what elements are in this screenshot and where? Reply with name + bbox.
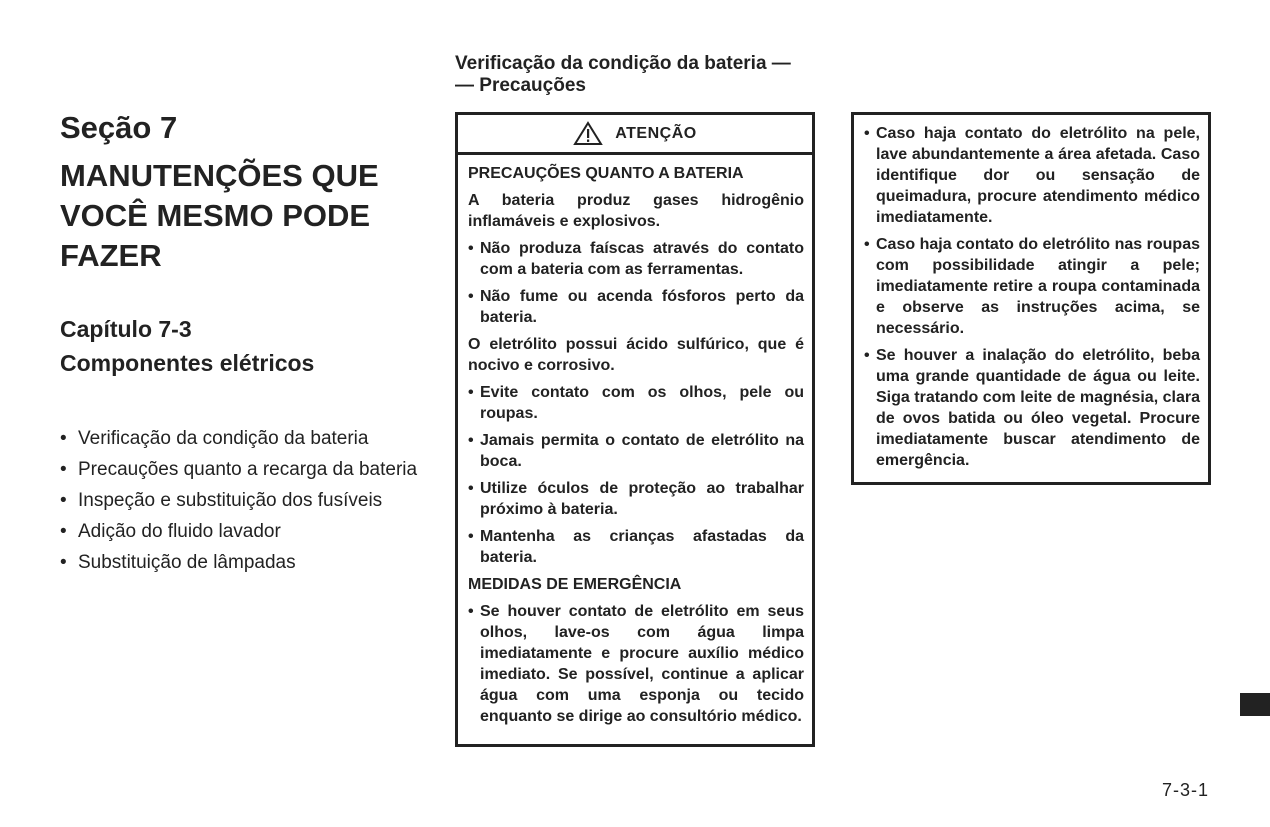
- bullet-icon: •: [60, 552, 67, 573]
- list-item: • Se houver a inalação do eletrólito, beba uma grande quantidade de água ou leite. Siga tratando com leite de magnésia, clara de ovos batida ou óleo vegetal. Procure imediatamente buscar atendimento de emergência.: [864, 347, 1200, 469]
- toc-item: • Substituição de lâmpadas: [60, 552, 296, 573]
- warning-triangle-icon: [573, 121, 603, 146]
- bullet-icon: •: [468, 432, 474, 449]
- toc-item: • Precauções quanto a recarga da bateria: [60, 459, 418, 480]
- bullet-icon: •: [60, 521, 67, 542]
- warning-body: [458, 155, 812, 727]
- subsection-title: Verificação da condição da bateria — — Precauções: [455, 53, 791, 96]
- warning-label: ATENÇÃO: [615, 124, 697, 142]
- warning-continuation-box: [851, 112, 1211, 485]
- page-number: 7-3-1: [1162, 780, 1210, 800]
- bullet-icon: •: [468, 384, 474, 401]
- section-heading-line: MANUTENÇÕES QUE: [60, 158, 379, 193]
- list-item: • Utilize óculos de proteção ao trabalhar próximo à bateria.: [468, 480, 804, 518]
- bullet-icon: •: [864, 125, 870, 142]
- paragraph: O eletrólito possui ácido sulfúrico, que é nocivo e corrosivo.: [468, 336, 804, 374]
- warning-continuation-body: [854, 115, 1208, 471]
- toc-item: • Adição do fluido lavador: [60, 521, 281, 542]
- chapter-title: Capítulo 7-3: [60, 316, 192, 342]
- bullet-icon: •: [864, 347, 870, 364]
- warning-box: [455, 112, 815, 747]
- section-tab-marker: [1240, 693, 1270, 716]
- toc-item: • Verificação da condição da bateria: [60, 428, 369, 449]
- list-item: • Evite contato com os olhos, pele ou roupas.: [468, 384, 804, 422]
- list-item: • Jamais permita o contato de eletrólito na boca.: [468, 432, 804, 470]
- list-item: • Mantenha as crianças afastadas da bateria.: [468, 528, 804, 566]
- bullet-icon: •: [468, 480, 474, 497]
- list-item: • Se houver contato de eletrólito em seus olhos, lave-os com água limpa imediatamente e procure auxílio médico imediato. Se possível, continue a aplicar água com uma esponja ou tecido enquanto se dirige ao consultório médico.: [468, 603, 804, 725]
- table-of-contents: [60, 426, 426, 575]
- list-item: • Caso haja contato do eletrólito na pele, lave abundantemente a área afetada. Caso identifique dor ou sensação de queimadura, procure atendimento médico imediatamente.: [864, 125, 1200, 226]
- list-item: • Caso haja contato do eletrólito nas roupas com possibilidade atingir a pele; imediatamente retire a roupa contaminada e observe as instruções acima, se necessário.: [864, 236, 1200, 337]
- precautions-heading: PRECAUÇÕES QUANTO A BATERIA: [468, 165, 744, 182]
- left-column: [60, 108, 426, 581]
- bullet-icon: •: [60, 459, 67, 480]
- list-item: • Não produza faíscas através do contato com a bateria com as ferramentas.: [468, 240, 804, 278]
- chapter-subtitle: Componentes elétricos: [60, 350, 315, 376]
- toc-item: • Inspeção e substituição dos fusíveis: [60, 490, 383, 511]
- paragraph: A bateria produz gases hidrogênio inflamáveis e explosivos.: [468, 192, 804, 230]
- bullet-icon: •: [468, 240, 474, 257]
- section-heading: [60, 156, 426, 276]
- bullet-icon: •: [864, 236, 870, 253]
- bullet-icon: •: [60, 428, 67, 449]
- section-heading-line: FAZER: [60, 238, 162, 273]
- bullet-icon: •: [60, 490, 67, 511]
- list-item: • Não fume ou acenda fósforos perto da bateria.: [468, 288, 804, 326]
- bullet-icon: •: [468, 603, 474, 620]
- section-heading-line: VOCÊ MESMO PODE: [60, 198, 371, 233]
- bullet-icon: •: [468, 288, 474, 305]
- section-title: Seção 7: [60, 110, 178, 145]
- bullet-icon: •: [468, 528, 474, 545]
- emergency-heading: MEDIDAS DE EMERGÊNCIA: [468, 576, 682, 593]
- warning-header: [458, 115, 812, 155]
